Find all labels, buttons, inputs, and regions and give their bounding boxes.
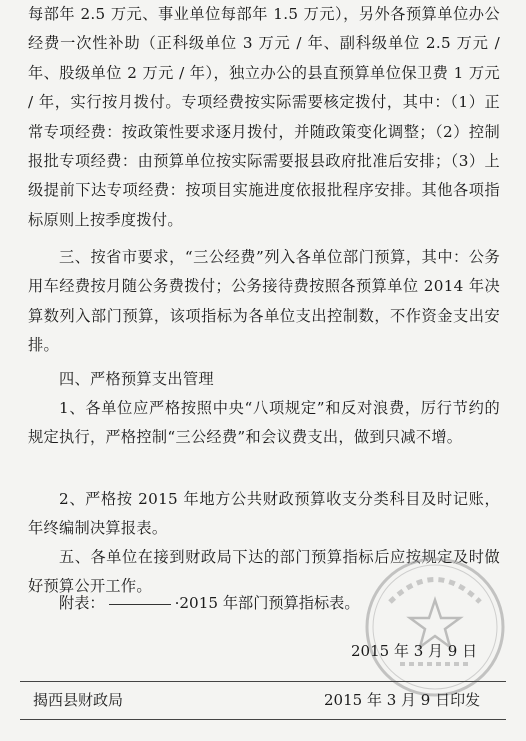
footer-top-rule [20,681,506,682]
official-seal-stamp [360,552,510,702]
attachment-label: 附表： [59,594,105,612]
attachment-text: 2015 年部门预算指标表。 [179,594,360,612]
footer-issuer: 揭西县财政局 [33,691,124,709]
footer-bottom-rule [20,719,506,720]
footer-print-date: 2015 年 3 月 9 日印发 [324,691,481,709]
body-paragraph-publicity: 五、各单位在接到财政局下达的部门预算指标后应按规定及时做好预算公开工作。 [28,548,500,596]
attachment-mark: · [174,594,180,612]
body-paragraph-item-1: 1、各单位应严格按照中央“八项规定”和反对浪费，厉行节约的规定执行，严格控制“三公经费”和会议费支出，做到只减不增。 [28,399,500,447]
attachment-line [59,589,360,618]
section-heading-budget-management: 四、严格预算支出管理 [59,370,214,388]
body-paragraph-funding: 每部年 2.5 万元、事业单位每部年 1.5 万元），另外各预算单位办公经费一次性补助（正科级单位 3 万元 / 年、副科级单位 2.5 万元 / 年、股级单位 2 万元 / 年），独立办公的县直预算单位保卫费 1 万元 / 年，实行按月拨付。专项经费按实际需要核定拨付，其中：（1）正常专项经费：按政策性要求逐月拨付，并随政策变化调整；（2）控制报批专项经费：由预算单位按实际需要报县政府批准后安排；（3）上级提前下达专项经费：按项目实施进度依报批程序安排。其他各项指标原则上按季度拨付。 [28,5,500,229]
attachment-blank [109,603,171,605]
signing-date: 2015 年 3 月 9 日 [351,642,478,660]
body-paragraph-item-2: 2、严格按 2015 年地方公共财政预算收支分类科目及时记账，年终编制决算报表。 [28,490,500,538]
body-paragraph-three-public-expenses: 三、按省市要求，“三公经费”列入各单位部门预算，其中：公务用车经费按月随公务费拨付；公务接待费按照各预算单位 2014 年决算数列入部门预算，该项指标为各单位支出控制数，不作资金支出安排。 [28,248,500,355]
